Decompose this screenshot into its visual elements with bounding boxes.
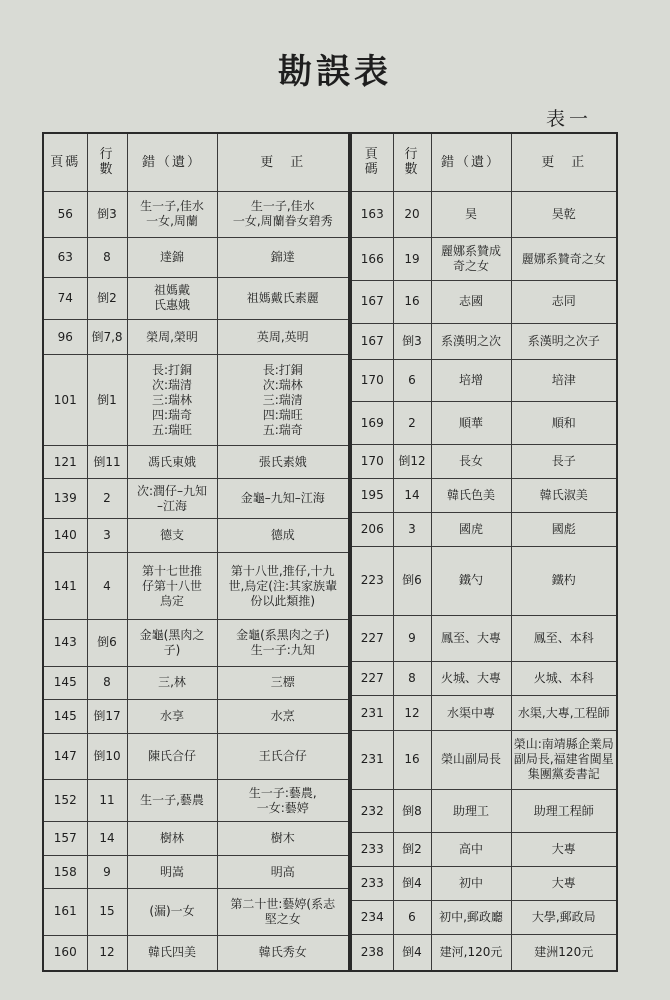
cell-line: 20 bbox=[393, 191, 431, 238]
cell-page: 227 bbox=[351, 615, 393, 662]
table-row bbox=[351, 359, 617, 402]
table-row bbox=[43, 355, 349, 445]
cell-wrong: (漏)一女 bbox=[127, 889, 217, 935]
cell-line: 3 bbox=[393, 513, 431, 547]
cell-line: 倒3 bbox=[393, 323, 431, 359]
cell-page: 166 bbox=[351, 238, 393, 281]
cell-page: 152 bbox=[43, 780, 87, 822]
cell-correct: 英周,英明 bbox=[217, 319, 349, 355]
cell-wrong: 國虎 bbox=[431, 513, 511, 547]
cell-correct: 榮山:南靖縣企業局 副局長,福建省閩星 集團黨委書記 bbox=[511, 730, 617, 790]
cell-page: 167 bbox=[351, 280, 393, 323]
cell-wrong: 昊 bbox=[431, 191, 511, 238]
cell-line: 9 bbox=[87, 855, 127, 889]
cell-line: 4 bbox=[87, 553, 127, 620]
table-row bbox=[351, 191, 617, 238]
cell-wrong: 初中,郵政廳 bbox=[431, 901, 511, 935]
cell-wrong: 水渠中專 bbox=[431, 696, 511, 730]
cell-wrong: 次:潤仔–九知 –江海 bbox=[127, 479, 217, 519]
cell-correct: 順和 bbox=[511, 402, 617, 445]
cell-line: 16 bbox=[393, 730, 431, 790]
cell-page: 206 bbox=[351, 513, 393, 547]
table-row bbox=[351, 280, 617, 323]
table-row bbox=[43, 733, 349, 779]
cell-page: 161 bbox=[43, 889, 87, 935]
cell-page: 231 bbox=[351, 730, 393, 790]
table-row bbox=[351, 615, 617, 662]
cell-page: 232 bbox=[351, 790, 393, 833]
table-row bbox=[351, 479, 617, 513]
cell-page: 231 bbox=[351, 696, 393, 730]
cell-line: 8 bbox=[393, 662, 431, 696]
cell-page: 169 bbox=[351, 402, 393, 445]
cell-wrong: 系漢明之次 bbox=[431, 323, 511, 359]
cell-page: 63 bbox=[43, 237, 87, 277]
cell-wrong: 長女 bbox=[431, 445, 511, 479]
cell-page: 141 bbox=[43, 553, 87, 620]
cell-wrong: 火城、大專 bbox=[431, 662, 511, 696]
cell-correct: 生一子:藝農, 一女:藝婷 bbox=[217, 780, 349, 822]
header-correct: 更 正 bbox=[217, 133, 349, 191]
cell-page: 238 bbox=[351, 935, 393, 971]
cell-line: 倒3 bbox=[87, 191, 127, 237]
table-row bbox=[43, 700, 349, 734]
cell-correct: 助理工程師 bbox=[511, 790, 617, 833]
cell-page: 233 bbox=[351, 866, 393, 900]
cell-correct: 建洲120元 bbox=[511, 935, 617, 971]
cell-correct: 鳳至、本科 bbox=[511, 615, 617, 662]
table-row bbox=[43, 237, 349, 277]
cell-page: 143 bbox=[43, 620, 87, 666]
cell-wrong: 志國 bbox=[431, 280, 511, 323]
cell-correct: 昊乾 bbox=[511, 191, 617, 238]
cell-wrong: 馮氏東娥 bbox=[127, 445, 217, 479]
table-row bbox=[351, 790, 617, 833]
cell-correct: 長:打銅 次:瑞林 三:瑞清 四:瑞旺 五:瑞奇 bbox=[217, 355, 349, 445]
table-row bbox=[43, 553, 349, 620]
cell-page: 227 bbox=[351, 662, 393, 696]
cell-wrong: 樹林 bbox=[127, 822, 217, 856]
cell-page: 145 bbox=[43, 700, 87, 734]
table-row bbox=[351, 901, 617, 935]
table-row bbox=[351, 730, 617, 790]
table-row bbox=[351, 547, 617, 615]
cell-correct: 大專 bbox=[511, 866, 617, 900]
cell-line: 倒6 bbox=[87, 620, 127, 666]
table-row bbox=[43, 519, 349, 553]
cell-correct: 第十八世,推仔,十九 世,烏定(注:其家族輩 份以此類推) bbox=[217, 553, 349, 620]
header-page: 頁 碼 bbox=[351, 133, 393, 191]
cell-page: 170 bbox=[351, 445, 393, 479]
cell-wrong: 三,林 bbox=[127, 666, 217, 700]
cell-page: 140 bbox=[43, 519, 87, 553]
table-row bbox=[43, 889, 349, 935]
cell-wrong: 生一子,藝農 bbox=[127, 780, 217, 822]
cell-page: 157 bbox=[43, 822, 87, 856]
cell-line: 2 bbox=[393, 402, 431, 445]
cell-wrong: 培增 bbox=[431, 359, 511, 402]
header-line: 行 數 bbox=[393, 133, 431, 191]
header-page: 頁碼 bbox=[43, 133, 87, 191]
cell-correct: 韓氏秀女 bbox=[217, 935, 349, 971]
cell-correct: 系漢明之次子 bbox=[511, 323, 617, 359]
cell-line: 倒7,8 bbox=[87, 319, 127, 355]
cell-correct: 金龜(系黑肉之子) 生一子:九知 bbox=[217, 620, 349, 666]
cell-correct: 水烹 bbox=[217, 700, 349, 734]
cell-line: 倒12 bbox=[393, 445, 431, 479]
cell-page: 163 bbox=[351, 191, 393, 238]
cell-page: 158 bbox=[43, 855, 87, 889]
cell-correct: 志同 bbox=[511, 280, 617, 323]
errata-tables bbox=[42, 132, 618, 972]
table-row bbox=[43, 780, 349, 822]
cell-line: 3 bbox=[87, 519, 127, 553]
cell-wrong: 陳氏合仔 bbox=[127, 733, 217, 779]
cell-wrong: 韓氏色美 bbox=[431, 479, 511, 513]
header-line: 行 數 bbox=[87, 133, 127, 191]
cell-correct: 明高 bbox=[217, 855, 349, 889]
cell-line: 倒4 bbox=[393, 866, 431, 900]
cell-correct: 培津 bbox=[511, 359, 617, 402]
cell-correct: 水渠,大專,工程師 bbox=[511, 696, 617, 730]
table-row bbox=[43, 319, 349, 355]
cell-page: 160 bbox=[43, 935, 87, 971]
cell-correct: 麗娜系贊奇之女 bbox=[511, 238, 617, 281]
cell-correct: 鐵杓 bbox=[511, 547, 617, 615]
table-row bbox=[43, 277, 349, 319]
cell-line: 倒6 bbox=[393, 547, 431, 615]
cell-page: 234 bbox=[351, 901, 393, 935]
cell-line: 倒4 bbox=[393, 935, 431, 971]
table-row bbox=[351, 402, 617, 445]
cell-wrong: 鳳至、大專 bbox=[431, 615, 511, 662]
header-wrong: 錯（遺） bbox=[127, 133, 217, 191]
table-row bbox=[351, 238, 617, 281]
cell-page: 139 bbox=[43, 479, 87, 519]
cell-page: 147 bbox=[43, 733, 87, 779]
cell-page: 167 bbox=[351, 323, 393, 359]
cell-page: 56 bbox=[43, 191, 87, 237]
cell-wrong: 榮山副局長 bbox=[431, 730, 511, 790]
cell-correct: 國彪 bbox=[511, 513, 617, 547]
cell-line: 11 bbox=[87, 780, 127, 822]
page-title: 勘誤表 bbox=[278, 52, 392, 92]
cell-line: 14 bbox=[393, 479, 431, 513]
cell-correct: 錦達 bbox=[217, 237, 349, 277]
table-row bbox=[351, 866, 617, 900]
cell-line: 倒1 bbox=[87, 355, 127, 445]
table-row bbox=[351, 662, 617, 696]
cell-wrong: 祖媽戴 氏惠娥 bbox=[127, 277, 217, 319]
cell-wrong: 明嵩 bbox=[127, 855, 217, 889]
cell-wrong: 助理工 bbox=[431, 790, 511, 833]
cell-correct: 祖媽戴氏素麗 bbox=[217, 277, 349, 319]
table-row bbox=[43, 620, 349, 666]
cell-wrong: 生一子,佳水 一女,周蘭 bbox=[127, 191, 217, 237]
cell-line: 6 bbox=[393, 901, 431, 935]
cell-correct: 樹木 bbox=[217, 822, 349, 856]
cell-page: 223 bbox=[351, 547, 393, 615]
errata-table-right bbox=[350, 132, 618, 972]
cell-wrong: 德支 bbox=[127, 519, 217, 553]
cell-correct: 大學,郵政局 bbox=[511, 901, 617, 935]
cell-correct: 金龜–九知–江海 bbox=[217, 479, 349, 519]
cell-line: 12 bbox=[87, 935, 127, 971]
cell-correct: 三標 bbox=[217, 666, 349, 700]
cell-page: 121 bbox=[43, 445, 87, 479]
cell-correct: 張氏素娥 bbox=[217, 445, 349, 479]
table-row bbox=[43, 445, 349, 479]
table-row bbox=[43, 822, 349, 856]
cell-line: 14 bbox=[87, 822, 127, 856]
cell-wrong: 高中 bbox=[431, 832, 511, 866]
table-row bbox=[351, 935, 617, 971]
cell-correct: 長子 bbox=[511, 445, 617, 479]
cell-line: 2 bbox=[87, 479, 127, 519]
cell-correct: 生一子,佳水 一女,周蘭眷女碧秀 bbox=[217, 191, 349, 237]
cell-line: 19 bbox=[393, 238, 431, 281]
header-wrong: 錯（遺） bbox=[431, 133, 511, 191]
table-label: 表一 bbox=[545, 108, 592, 130]
table-row bbox=[351, 445, 617, 479]
cell-page: 170 bbox=[351, 359, 393, 402]
cell-line: 倒8 bbox=[393, 790, 431, 833]
cell-wrong: 鐵勺 bbox=[431, 547, 511, 615]
cell-correct: 大專 bbox=[511, 832, 617, 866]
cell-page: 101 bbox=[43, 355, 87, 445]
cell-wrong: 第十七世推 仔第十八世 烏定 bbox=[127, 553, 217, 620]
table-row bbox=[43, 855, 349, 889]
cell-correct: 火城、本科 bbox=[511, 662, 617, 696]
cell-wrong: 麗娜系贊成 奇之女 bbox=[431, 238, 511, 281]
cell-line: 8 bbox=[87, 237, 127, 277]
table-row bbox=[43, 666, 349, 700]
cell-page: 233 bbox=[351, 832, 393, 866]
cell-wrong: 順華 bbox=[431, 402, 511, 445]
cell-line: 8 bbox=[87, 666, 127, 700]
cell-wrong: 韓氏四美 bbox=[127, 935, 217, 971]
cell-page: 195 bbox=[351, 479, 393, 513]
cell-wrong: 榮周,榮明 bbox=[127, 319, 217, 355]
cell-wrong: 水享 bbox=[127, 700, 217, 734]
cell-line: 12 bbox=[393, 696, 431, 730]
cell-line: 15 bbox=[87, 889, 127, 935]
cell-correct: 德成 bbox=[217, 519, 349, 553]
cell-wrong: 長:打銅 次:瑞清 三:瑞林 四:瑞奇 五:瑞旺 bbox=[127, 355, 217, 445]
table-row bbox=[351, 513, 617, 547]
cell-line: 倒17 bbox=[87, 700, 127, 734]
cell-line: 9 bbox=[393, 615, 431, 662]
cell-wrong: 建河,120元 bbox=[431, 935, 511, 971]
cell-wrong: 達錦 bbox=[127, 237, 217, 277]
table-row bbox=[43, 479, 349, 519]
cell-page: 145 bbox=[43, 666, 87, 700]
cell-wrong: 金龜(黑肉之 子) bbox=[127, 620, 217, 666]
table-row bbox=[43, 191, 349, 237]
cell-page: 96 bbox=[43, 319, 87, 355]
cell-line: 倒2 bbox=[393, 832, 431, 866]
header-correct: 更 正 bbox=[511, 133, 617, 191]
cell-wrong: 初中 bbox=[431, 866, 511, 900]
table-row bbox=[351, 323, 617, 359]
cell-correct: 王氏合仔 bbox=[217, 733, 349, 779]
cell-page: 74 bbox=[43, 277, 87, 319]
cell-correct: 韓氏淑美 bbox=[511, 479, 617, 513]
cell-line: 16 bbox=[393, 280, 431, 323]
cell-line: 倒2 bbox=[87, 277, 127, 319]
cell-line: 倒11 bbox=[87, 445, 127, 479]
cell-line: 6 bbox=[393, 359, 431, 402]
table-row bbox=[351, 696, 617, 730]
table-row bbox=[43, 935, 349, 971]
errata-table-left bbox=[42, 132, 350, 972]
cell-line: 倒10 bbox=[87, 733, 127, 779]
table-row bbox=[351, 832, 617, 866]
cell-correct: 第二十世:藝婷(系志 堅之女 bbox=[217, 889, 349, 935]
